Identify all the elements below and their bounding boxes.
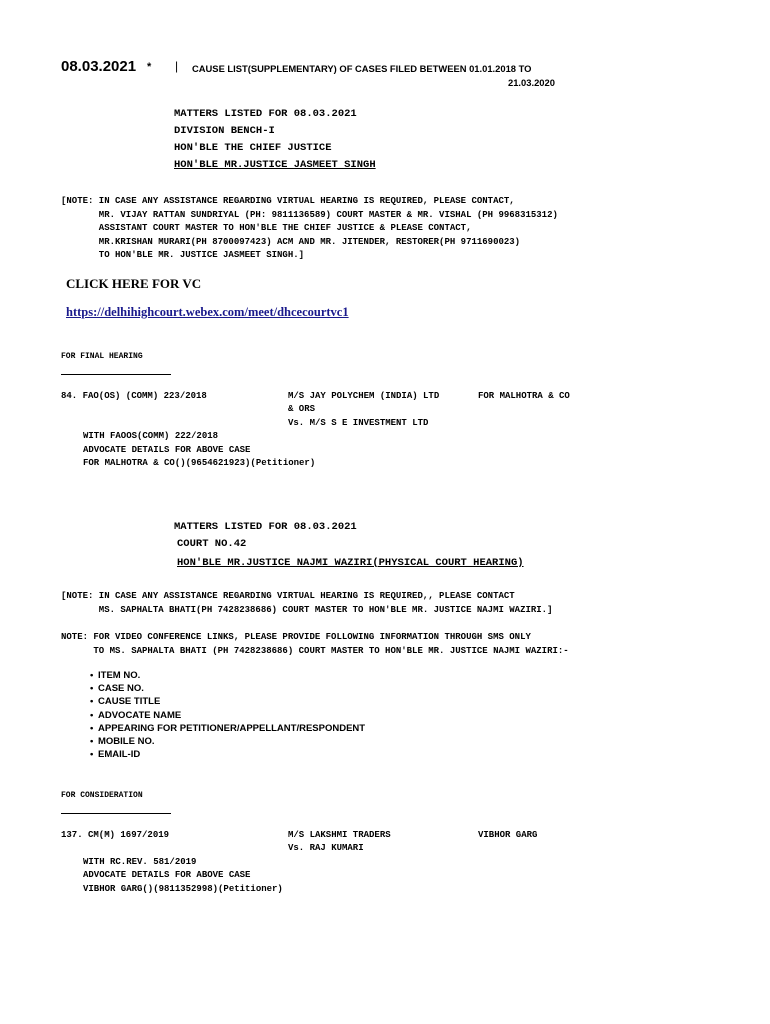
vc-note-line: TO MS. SAPHALTA BHATI (PH 7428238686) COURT MASTER TO HON'BLE MR. JUSTICE NAJMI WAZIRI:- xyxy=(61,646,569,656)
judge-name: HON'BLE MR.JUSTICE JASMEET SINGH xyxy=(174,159,376,171)
bullet-icon: • xyxy=(90,696,94,708)
assistance-note-line: MR. VIJAY RATTAN SUNDRIYAL (PH: 9811136589) COURT MASTER & MR. VISHAL (PH 9968315312) xyxy=(61,210,558,220)
advocate-name: FOR MALHOTRA & CO xyxy=(478,391,570,401)
assistance-note-line: ASSISTANT COURT MASTER TO HON'BLE THE CHIEF JUSTICE & PLEASE CONTACT, xyxy=(61,223,472,233)
cause-list-title: CAUSE LIST(SUPPLEMENTARY) OF CASES FILED BETWEEN 01.01.2018 TO xyxy=(192,63,532,74)
list-item: • ADVOCATE NAME xyxy=(90,709,182,721)
bullet-icon: • xyxy=(90,722,94,734)
required-info-list xyxy=(90,669,365,761)
judge-name: HON'BLE MR.JUSTICE NAJMI WAZIRI(PHYSICAL COURT HEARING) xyxy=(177,557,524,569)
list-item: • CAUSE TITLE xyxy=(90,696,161,708)
judge-name: HON'BLE THE CHIEF JUSTICE xyxy=(174,142,332,154)
assistance-note-line: MS. SAPHALTA BHATI(PH 7428238686) COURT MASTER TO HON'BLE MR. JUSTICE NAJMI WAZIRI.] xyxy=(61,605,553,615)
vc-heading: CLICK HERE FOR VC xyxy=(66,276,202,291)
list-item: • ITEM NO. xyxy=(90,670,141,681)
bench-name: DIVISION BENCH-I xyxy=(174,125,275,137)
petitioner-name: M/S LAKSHMI TRADERS xyxy=(288,830,391,840)
matters-listed-heading: MATTERS LISTED FOR 08.03.2021 xyxy=(174,108,357,120)
petitioner-name-cont: & ORS xyxy=(288,404,316,414)
respondent-name: Vs. M/S S E INVESTMENT LTD xyxy=(288,418,429,428)
section-heading: FOR FINAL HEARING xyxy=(61,352,143,361)
advocate-name: VIBHOR GARG xyxy=(478,830,538,840)
list-item: • CASE NO. xyxy=(90,683,144,695)
case-detail-line: ADVOCATE DETAILS FOR ABOVE CASE xyxy=(83,870,251,880)
case-detail-line: FOR MALHOTRA & CO()(9654621923)(Petitioner) xyxy=(83,458,316,468)
section-underline xyxy=(61,374,171,375)
respondent-name: Vs. RAJ KUMARI xyxy=(288,843,364,853)
court-number: COURT NO.42 xyxy=(177,538,247,550)
petitioner-name: M/S JAY POLYCHEM (INDIA) LTD xyxy=(288,391,440,401)
case-number: 137. CM(M) 1697/2019 xyxy=(61,830,170,840)
bullet-icon: • xyxy=(90,683,94,695)
case-detail-line: WITH FAOOS(COMM) 222/2018 xyxy=(83,431,219,441)
assistance-note-line: [NOTE: IN CASE ANY ASSISTANCE REGARDING VIRTUAL HEARING IS REQUIRED, PLEASE CONTACT, xyxy=(61,196,515,206)
vc-link[interactable]: https://delhihighcourt.webex.com/meet/dhcecourtvc1 xyxy=(66,305,349,319)
bullet-icon: • xyxy=(90,709,94,721)
case-detail-line: ADVOCATE DETAILS FOR ABOVE CASE xyxy=(83,445,251,455)
list-item: • MOBILE NO. xyxy=(90,736,155,748)
bullet-icon: • xyxy=(90,670,94,681)
case-number: 84. FAO(OS) (COMM) 223/2018 xyxy=(61,391,207,401)
date-asterisk: * xyxy=(147,61,152,73)
case-detail-line: VIBHOR GARG()(9811352998)(Petitioner) xyxy=(83,884,283,894)
vc-note-line: NOTE: FOR VIDEO CONFERENCE LINKS, PLEASE PROVIDE FOLLOWING INFORMATION THROUGH SMS ONLY xyxy=(61,632,531,642)
bullet-icon: • xyxy=(90,736,94,748)
bullet-icon: • xyxy=(90,749,94,761)
case-detail-line: WITH RC.REV. 581/2019 xyxy=(83,857,197,867)
assistance-note-line: TO HON'BLE MR. JUSTICE JASMEET SINGH.] xyxy=(61,250,305,260)
cause-list-title-end-date: 21.03.2020 xyxy=(508,77,555,88)
matters-listed-heading: MATTERS LISTED FOR 08.03.2021 xyxy=(174,521,357,533)
section-heading: FOR CONSIDERATION xyxy=(61,791,143,800)
assistance-note-line: [NOTE: IN CASE ANY ASSISTANCE REGARDING VIRTUAL HEARING IS REQUIRED,, PLEASE CONTACT xyxy=(61,591,515,601)
assistance-note-line: MR.KRISHAN MURARI(PH 8700097423) ACM AND MR. JITENDER, RESTORER(PH 9711690023) xyxy=(61,237,521,247)
list-date: 08.03.2021 xyxy=(61,58,137,75)
list-item: • EMAIL-ID xyxy=(90,749,141,761)
section-underline xyxy=(61,813,171,814)
list-item: • APPEARING FOR PETITIONER/APPELLANT/RESPONDENT xyxy=(90,722,366,734)
header-separator: | xyxy=(175,59,179,73)
